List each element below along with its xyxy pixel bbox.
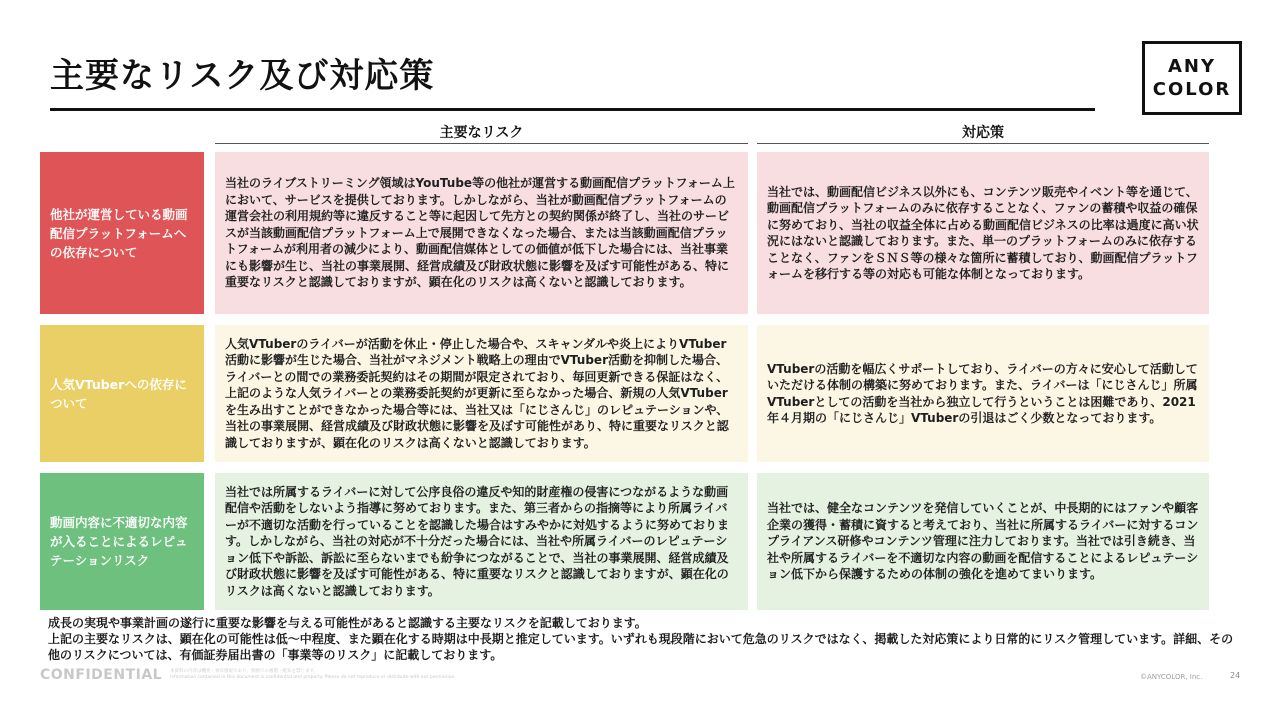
column-header-risk: 主要なリスク xyxy=(439,125,524,141)
confidential-mark: CONFIDENTIAL xyxy=(40,667,163,683)
page-title: 主要なリスク及び対応策 xyxy=(50,56,435,96)
risk-text: 人気VTuberのライバーが活動を休止・停止した場合や、スキャンダルや炎上によりVTuber活動に影響が生じた場合、当社がマネジメント戦略上の理由でVTuber活動を抑制した場合、ライバーとの間での業務委託契約はその期間が限定されており、毎回更新できる保証はなく、上記のような人気ライバーとの業務委託契約が更新に至らなかった場合、新規の人気VTuberを生み出すことができなかった場合等には、当社又は「にじさんじ」のレピュテーションや、当社の事業展開、経営成績及び財政状態に影響を及ぼす可能性があり、特に重要なリスクと認識しておりますが、顕在化のリスクは高くないと認識しております。 xyxy=(225,336,729,450)
footnote-line: 上記の主要なリスクは、顕在化の可能性は低～中程度、また顕在化する時期は中長期と推定しています。いずれも現段階において危急のリスクではなく、掲載した対応策により日常的にリスク管理しています。詳細、その他のリスクについては、有価証券届出書の「事業等のリスク」に記載しております。 xyxy=(48,632,1234,662)
page-number: 24 xyxy=(1230,671,1241,680)
response-description-platform xyxy=(757,152,1209,314)
column-header-risk-rule xyxy=(215,143,748,144)
logo-line-2: COLOR xyxy=(1152,79,1232,100)
copyright: ©ANYCOLOR, Inc. xyxy=(1140,673,1203,681)
footnote-line: 成長の実現や事業計画の遂行に重要な影響を与える可能性があると認識する主要なリスクを記載しております。 xyxy=(48,616,647,630)
response-text: 当社では、動画配信ビジネス以外にも、コンテンツ販売やイベント等を通じて、動画配信プラットフォームのみに依存することなく、ファンの蓄積や収益の確保に努めており、当社の収益全体に占める動画配信ビジネスの比率は過度に高い状況にはないと認識しております。また、単一のプラットフォームのみに依存することなく、ファンをＳＮＳ等の様々な箇所に蓄積しており、動画配信プラットフォームを移行する等の対応も可能な体制となっております。 xyxy=(767,184,1199,281)
logo-line-1: ANY xyxy=(1167,56,1217,77)
response-text: VTuberの活動を幅広くサポートしており、ライバーの方々に安心して活動していただける体制の構築に努めております。また、ライバーは「にじさんじ」所属VTuberとしての活動を当社から独立して行うということは困難であり、2021年４月期の「にじさんじ」VTuberの引退はごく少数となっております。 xyxy=(767,361,1198,425)
response-description-vtuber xyxy=(757,325,1209,462)
risk-category-label: 人気VTuberへの依存について xyxy=(50,376,187,411)
risk-category-vtuber xyxy=(40,325,204,462)
response-description-reputation xyxy=(757,473,1209,610)
risk-description-reputation xyxy=(215,473,748,610)
confidentiality-notice-jp: 本資料の内容は機密・専有情報であり、無断での複製・配布を禁じます。 xyxy=(170,669,319,674)
title-underline xyxy=(50,108,1095,111)
risk-description-platform xyxy=(215,152,748,314)
risk-description-vtuber xyxy=(215,325,748,462)
risk-category-reputation xyxy=(40,473,204,610)
column-header-response: 対応策 xyxy=(962,125,1004,141)
risk-text: 当社のライブストリーミング領域はYouTube等の他社が運営する動画配信プラットフォーム上において、サービスを提供しております。しかしながら、当社が動画配信プラットフォームの運営会社の利用規約等に違反すること等に起因して先方との契約関係が終了し、当社のサービスが当該動画配信プラットフォーム上で展開できなくなった場合、または当該動画配信プラットフォームが利用者の減少により、動画配信媒体としての価値が低下した場合には、当社事業にも影響が生じ、当社の事業展開、経営成績及び財政状態に影響を及ぼす可能性がある、特に重要なリスクと認識しておりますが、顕在化のリスクは高くないと認識しております。 xyxy=(225,176,735,290)
risk-text: 当社では所属するライバーに対して公序良俗の違反や知的財産権の侵害につながるような動画配信や活動をしないよう指導に努めております。また、第三者からの指摘等により所属ライバーが不適切な活動を行っていることを認識した場合はすみやかに対処するように努めております。しかしながら、当社の対応が不十分だった場合には、当社や所属ライバーのレピュテーション低下や訴訟、訴訟に至らないまでも紛争につながることで、当社の事業展開、経営成績及び財政状態に影響を及ぼす可能性がある、特に重要なリスクと認識しておりますが、顕在化のリスクは高くないと認識しております。 xyxy=(225,484,730,598)
anycolor-logo xyxy=(1142,41,1242,115)
footnotes xyxy=(48,615,1238,663)
confidentiality-notice xyxy=(170,669,500,681)
confidentiality-notice-en: Information contained in this document is confidential and property. Please do not reproduce or distribute with out permission. xyxy=(170,675,456,680)
column-header-response-rule xyxy=(757,143,1209,144)
response-text: 当社では、健全なコンテンツを発信していくことが、中長期的にはファンや顧客企業の獲得・蓄積に資すると考えており、当社に所属するライバーに対するコンプライアンス研修やコンテンツ管理に注力しております。当社では引き続き、当社や所属するライバーを不適切な内容の動画を配信することによるレピュテーション低下から保護するための体制の強化を進めてまいります。 xyxy=(767,501,1199,582)
risk-category-platform xyxy=(40,152,204,314)
risk-category-label: 動画内容に不適切な内容が入ることによるレピュテーションリスク xyxy=(50,515,188,568)
risk-category-label: 他社が運営している動画配信プラットフォームへの依存について xyxy=(50,206,188,260)
